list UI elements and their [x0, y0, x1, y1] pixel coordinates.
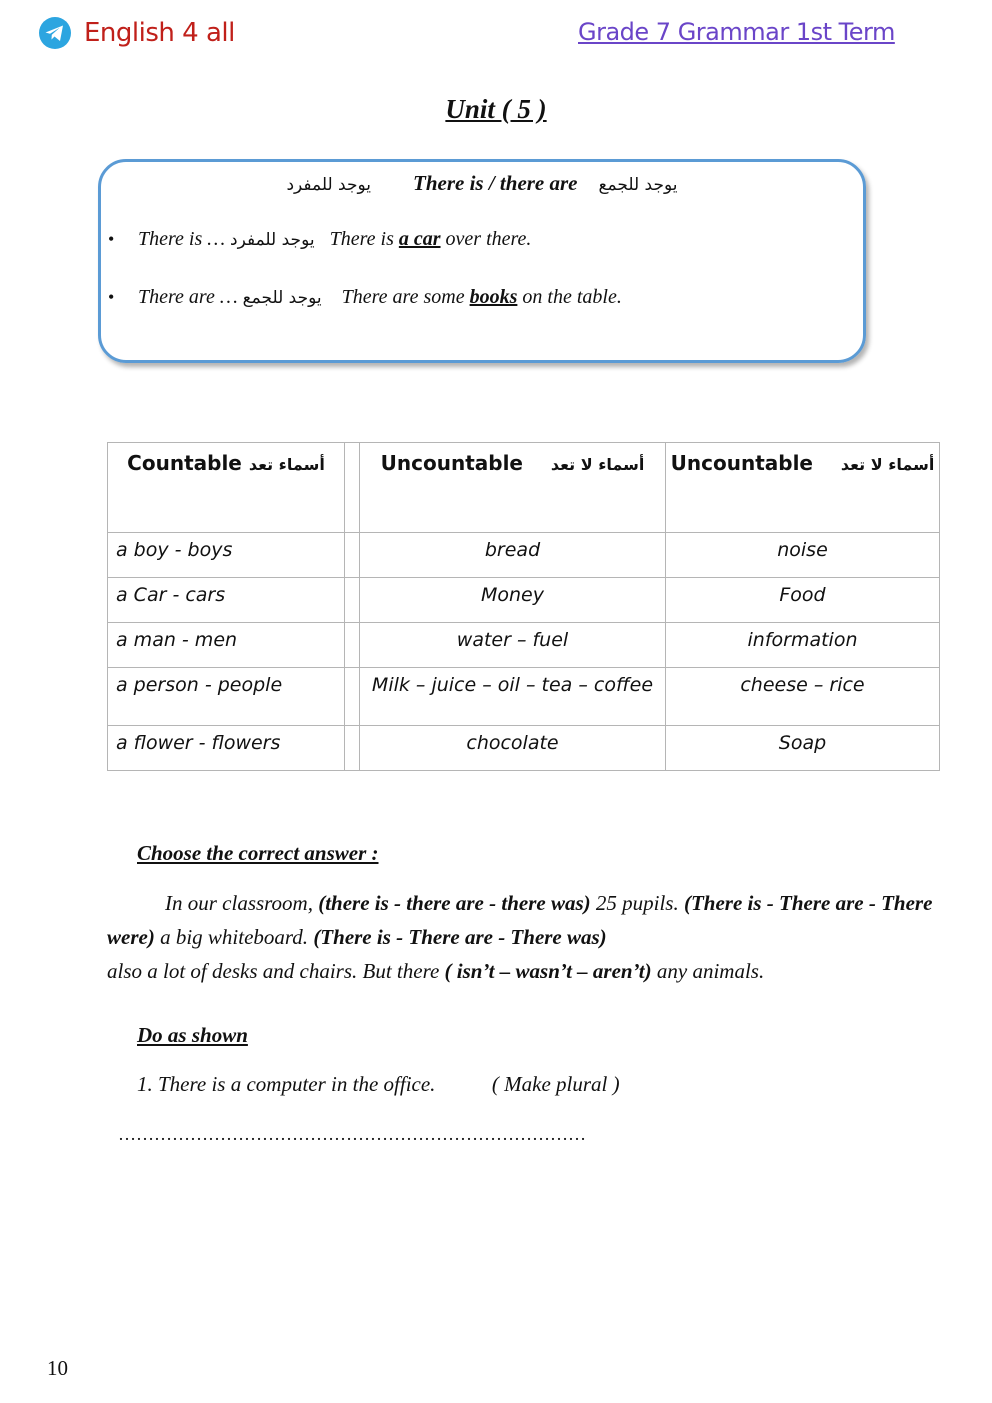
example-emphasis: a car [398, 228, 441, 250]
choice-1[interactable]: (there is - there are - there was) [318, 891, 591, 915]
bullet-ar: يوجد للمفرد [230, 230, 315, 250]
header-uncountable-2: Uncountable أسماء لا تعد [666, 443, 940, 533]
question-text: There is a computer in the office. [158, 1072, 436, 1096]
question-instruction: ( Make plural ) [491, 1072, 620, 1096]
heading-ar-plural: يوجد للجمع [598, 175, 678, 195]
example-before: There is [329, 228, 399, 250]
unit-title: Unit ( 5 ) [445, 94, 547, 124]
header-uncountable-1: Uncountable أسماء لا تعد [360, 443, 666, 533]
bullet-icon: • [108, 229, 115, 249]
page-number: 10 [47, 1356, 68, 1380]
table-row: a flower - flowers chocolate Soap [108, 726, 940, 771]
brand-name: English 4 all [84, 18, 235, 48]
table-header-row [108, 443, 940, 533]
example-before: There are some [341, 286, 470, 308]
telegram-icon [38, 16, 72, 50]
nouns-table [107, 442, 940, 771]
bullet-ar: يوجد للجمع [242, 288, 322, 308]
choose-paragraph: In our classroom, (there is - there are - there was) 25 pupils. (There is - There are - There were) a big whiteboard. (There is - There are - There was) also a lot of desks and chairs. But there ( isn’t – wasn’t – aren’t) any animals. [107, 891, 933, 983]
table-row: a Car - cars Money Food [108, 578, 940, 623]
bullet-lead: There is … [138, 228, 231, 250]
header-countable: Countable أسماء تعد [108, 443, 345, 533]
table-row: a person - people Milk – juice – oil – tea – coffee cheese – rice [108, 668, 940, 726]
heading-en: There is / there are [413, 171, 578, 195]
question-1 [137, 1072, 620, 1097]
table-row: a boy - boys bread noise [108, 533, 940, 578]
choice-3[interactable]: (There is - There are - There was) [313, 925, 607, 949]
do-as-shown-title: Do as shown [137, 1023, 248, 1047]
choice-2[interactable]: (There is - There are - There were) [107, 891, 933, 949]
answer-line[interactable]: …………………………………………………………………… [118, 1124, 586, 1144]
example-emphasis: books [469, 286, 518, 308]
example-after: on the table. [517, 286, 622, 308]
rule-bullet-2 [108, 286, 622, 309]
choice-4[interactable]: ( isn’t – wasn’t – aren’t) [444, 959, 652, 983]
rule-bullet-1 [108, 228, 531, 251]
example-after: over there. [440, 228, 532, 250]
table-row: a man - men water – fuel information [108, 623, 940, 668]
bullet-lead: There are … [138, 286, 243, 308]
question-number: 1. [137, 1072, 153, 1096]
rule-box-heading [98, 171, 866, 196]
heading-ar-singular: يوجد للمفرد [286, 175, 372, 195]
grade-title-link[interactable]: Grade 7 Grammar 1st Term [578, 18, 895, 46]
choose-title: Choose the correct answer : [137, 841, 379, 865]
bullet-icon: • [108, 287, 115, 307]
